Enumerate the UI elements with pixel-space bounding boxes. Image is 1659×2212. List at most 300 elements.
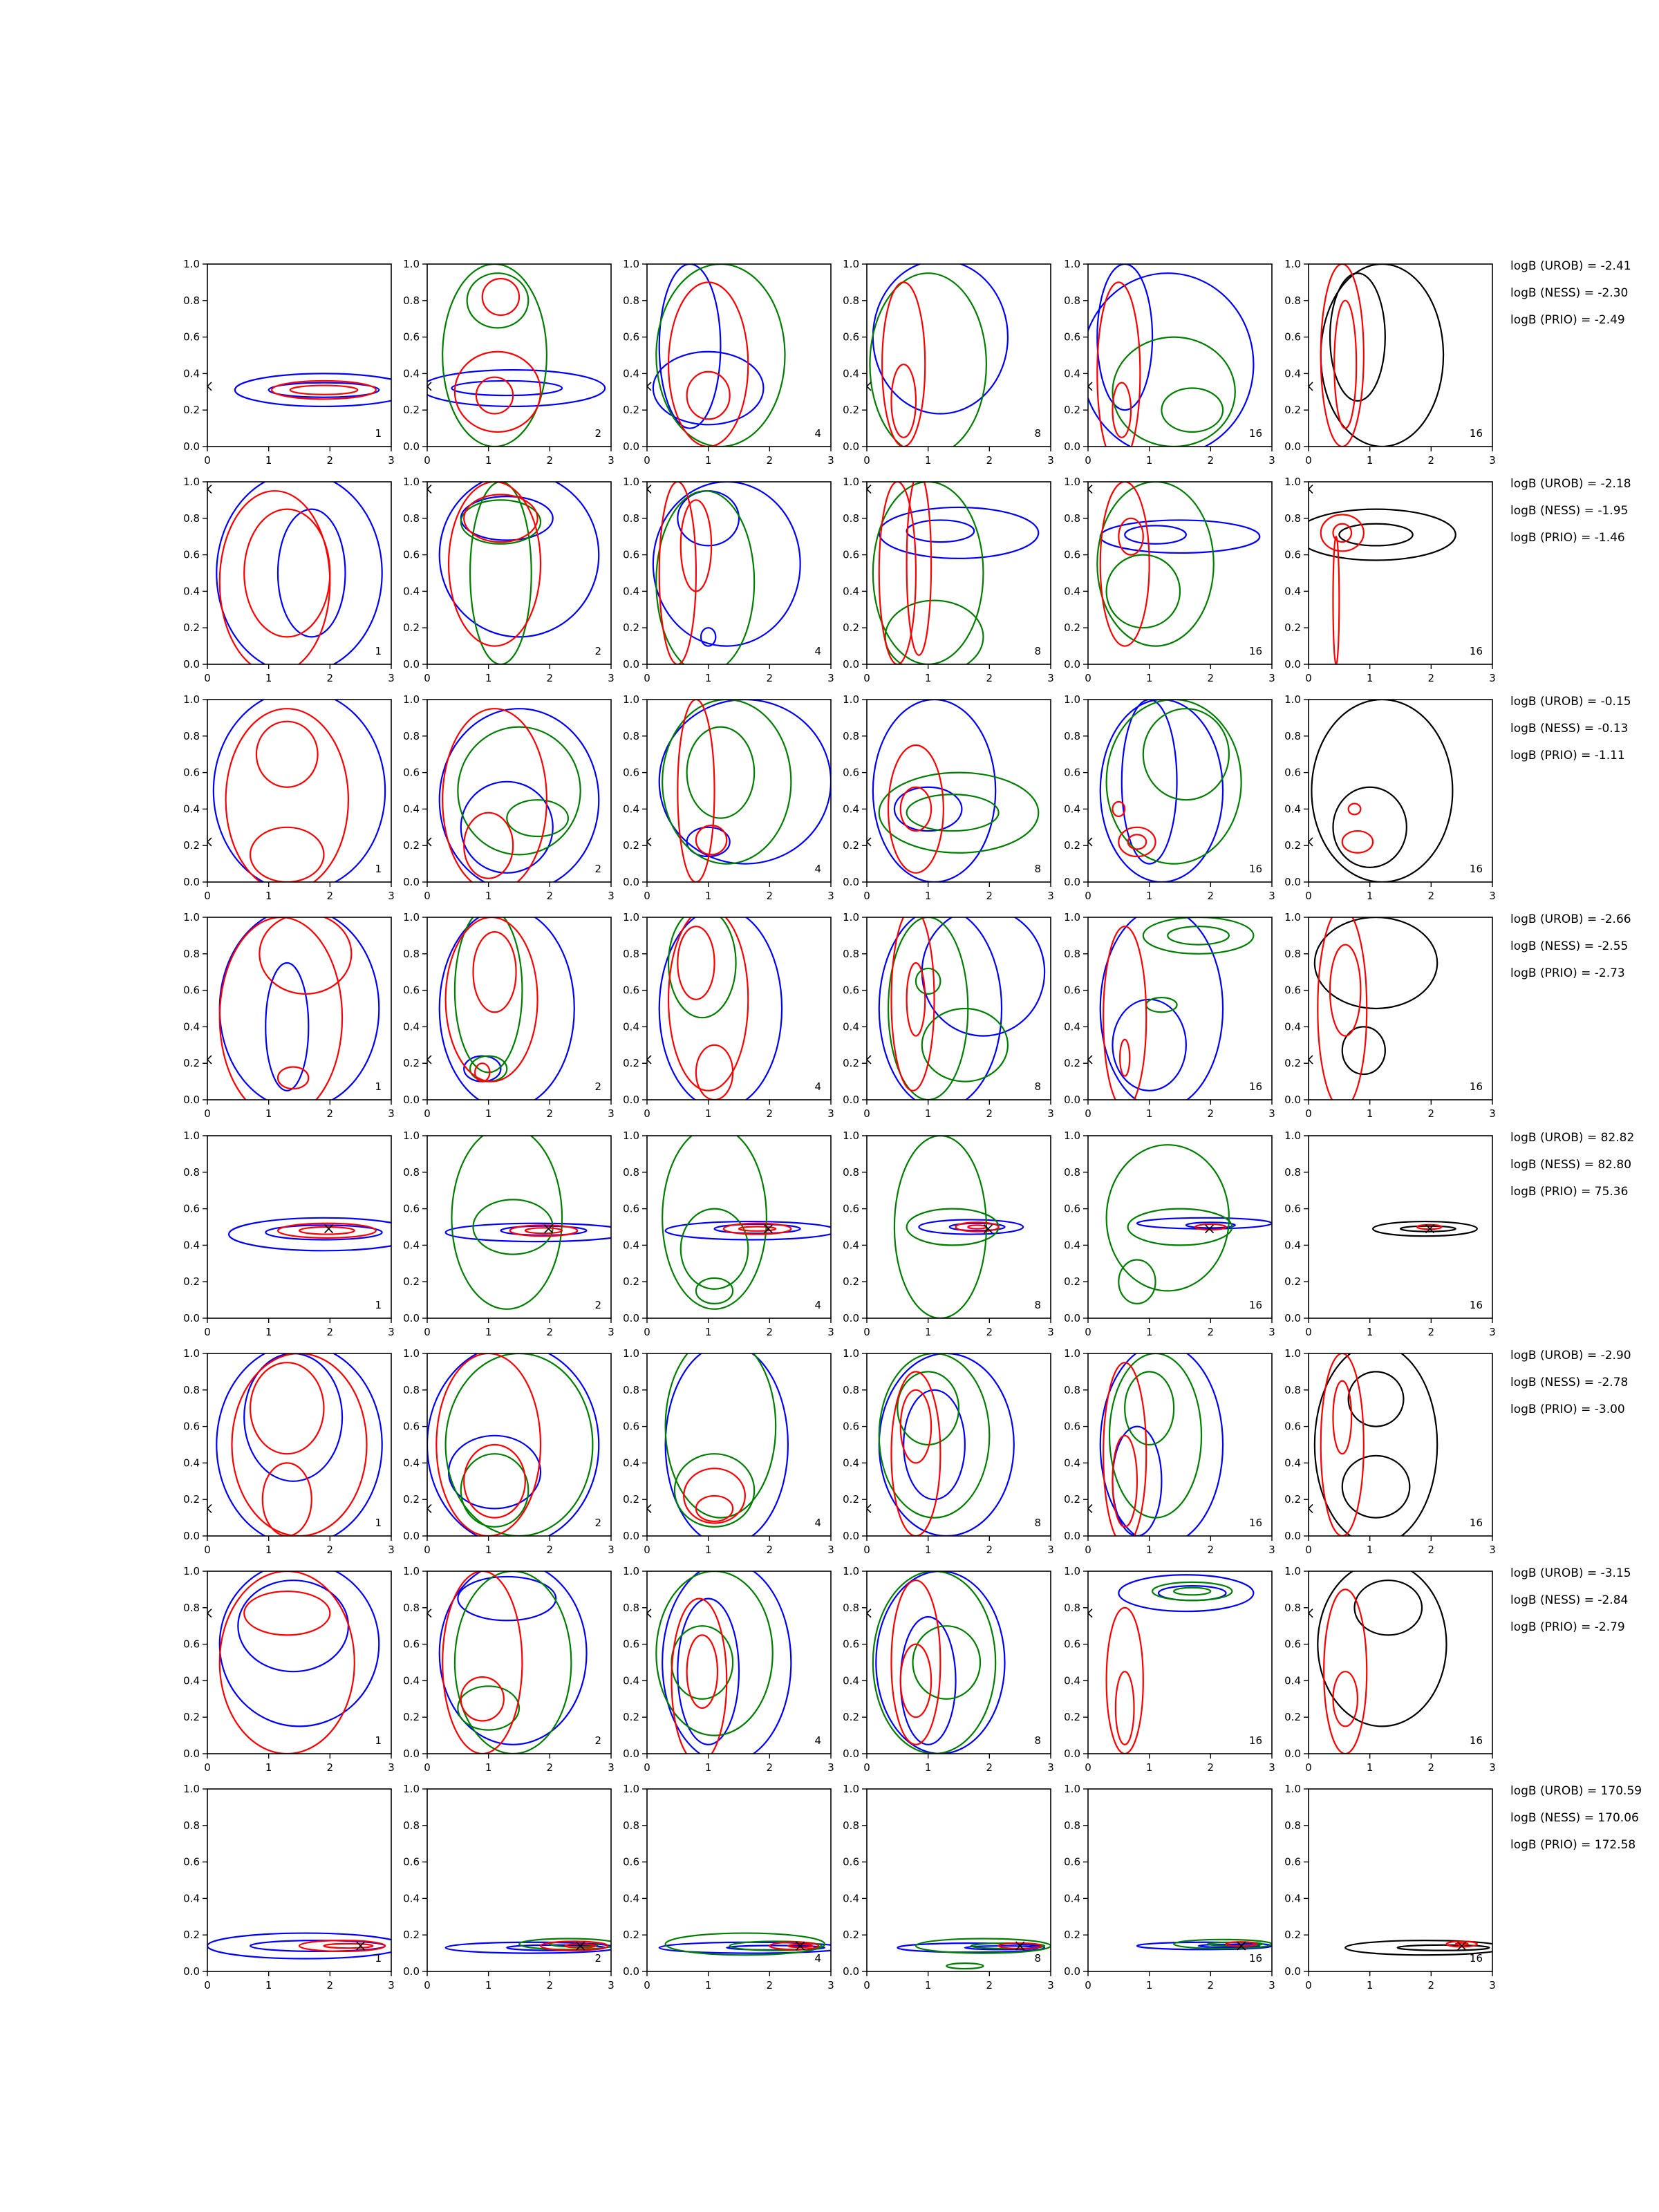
y-tick-label: 0.6 (1064, 766, 1080, 779)
x-tick-label: 0 (424, 672, 431, 684)
y-tick-label: 0.6 (403, 330, 420, 344)
y-tick-label: 1.0 (1064, 476, 1080, 488)
x-tick-label: 0 (1085, 1979, 1091, 1991)
y-tick-label: 0.6 (843, 766, 859, 779)
panel-number-label: 1 (375, 863, 382, 875)
y-tick-label: 0.2 (403, 1493, 420, 1506)
x-tick-label: 2 (1427, 1107, 1435, 1120)
subplot-panel (843, 473, 1054, 684)
y-tick-label: 0.4 (403, 367, 420, 380)
plot-area (427, 1353, 611, 1536)
plot-area (207, 917, 391, 1100)
x-tick-label: 0 (863, 672, 870, 684)
x-tick-label: 3 (1047, 454, 1054, 467)
y-tick-label: 0.6 (183, 1638, 200, 1651)
panel-number-label: 16 (1469, 1952, 1483, 1965)
y-tick-label: 0.4 (1064, 1239, 1080, 1252)
y-tick-label: 0.0 (843, 876, 859, 888)
y-tick-label: 0.4 (623, 1456, 639, 1470)
x-tick-label: 3 (1489, 1326, 1496, 1338)
x-tick-label: 1 (704, 890, 712, 902)
x-tick-label: 3 (608, 1761, 615, 1774)
y-tick-label: 0.4 (1284, 1674, 1301, 1687)
y-tick-label: 1.0 (843, 1130, 859, 1142)
y-tick-label: 0.2 (1284, 404, 1301, 417)
x-tick-label: 0 (863, 1326, 870, 1338)
y-tick-label: 0.6 (1064, 330, 1080, 344)
x-tick-label: 1 (1366, 1544, 1374, 1556)
y-tick-label: 0.8 (403, 1819, 420, 1832)
x-tick-label: 3 (608, 890, 615, 902)
y-tick-label: 1.0 (843, 693, 859, 706)
x-tick-label: 2 (1207, 890, 1215, 902)
subplot-panel (623, 693, 834, 902)
plot-area (1088, 1571, 1272, 1754)
y-tick-label: 0.8 (623, 1819, 639, 1832)
logb-annotation: logB (UROB) = -2.90 (1510, 1349, 1631, 1362)
logb-annotation: logB (PRIO) = 172.58 (1510, 1838, 1636, 1852)
plot-area (1309, 917, 1492, 1100)
y-tick-label: 0.4 (1064, 1456, 1080, 1470)
y-tick-label: 1.0 (403, 1783, 420, 1795)
y-tick-label: 0.0 (623, 876, 639, 888)
panel-number-label: 2 (594, 863, 601, 875)
y-tick-label: 0.2 (1064, 1057, 1080, 1070)
x-tick-label: 2 (546, 454, 554, 467)
y-tick-label: 0.2 (843, 404, 859, 417)
y-tick-label: 0.8 (1064, 1165, 1080, 1179)
y-tick-label: 0.8 (843, 729, 859, 742)
x-tick-label: 3 (827, 1326, 834, 1338)
y-tick-label: 0.2 (1284, 1711, 1301, 1724)
subplot-panel (1064, 908, 1275, 1120)
x-tick-label: 0 (1085, 672, 1091, 684)
logb-annotation: logB (NESS) = -1.95 (1510, 504, 1629, 518)
y-tick-label: 0.0 (183, 1530, 200, 1542)
subplot-panel (623, 1335, 834, 1556)
figure-row (183, 1127, 1634, 1338)
y-tick-label: 1.0 (623, 693, 639, 706)
x-tick-label: 3 (1489, 1544, 1496, 1556)
x-tick-label: 1 (924, 1761, 932, 1774)
y-tick-label: 1.0 (843, 1347, 859, 1360)
x-tick-label: 2 (1427, 1979, 1435, 1991)
x-tick-label: 0 (1305, 1761, 1312, 1774)
panel-number-label: 4 (814, 645, 821, 657)
x-tick-label: 1 (1366, 1107, 1374, 1120)
plot-area (1309, 482, 1492, 664)
y-tick-label: 1.0 (843, 1565, 859, 1577)
panel-number-label: 16 (1248, 1952, 1262, 1965)
x-tick-label: 2 (1207, 672, 1215, 684)
y-tick-label: 0.0 (183, 1747, 200, 1760)
x-tick-label: 2 (986, 890, 993, 902)
panel-number-label: 16 (1469, 427, 1483, 440)
x-tick-label: 2 (546, 1326, 554, 1338)
y-tick-label: 1.0 (403, 1130, 420, 1142)
y-tick-label: 1.0 (183, 258, 200, 270)
panel-number-label: 4 (814, 1517, 821, 1529)
plot-area (1309, 700, 1492, 882)
panel-number-label: 16 (1248, 1080, 1262, 1093)
y-tick-label: 0.8 (1064, 947, 1080, 960)
x-tick-label: 2 (546, 1979, 554, 1991)
y-tick-label: 0.0 (403, 1312, 420, 1324)
y-tick-label: 1.0 (1284, 1783, 1301, 1795)
subplot-panel (403, 1344, 615, 1556)
figure-row (183, 908, 1631, 1120)
x-tick-label: 3 (1489, 672, 1496, 684)
x-tick-label: 0 (424, 1107, 431, 1120)
y-tick-label: 0.6 (1284, 984, 1301, 997)
panel-number-label: 4 (814, 427, 821, 440)
y-tick-label: 1.0 (623, 1783, 639, 1795)
x-tick-label: 1 (265, 1326, 272, 1338)
x-tick-label: 2 (326, 1979, 334, 1991)
x-tick-label: 0 (424, 454, 431, 467)
y-tick-label: 0.0 (403, 1965, 420, 1978)
y-tick-label: 0.2 (403, 1711, 420, 1724)
y-tick-label: 1.0 (623, 1347, 639, 1360)
x-tick-label: 0 (644, 1979, 650, 1991)
x-tick-label: 2 (766, 1761, 774, 1774)
x-tick-label: 3 (1268, 454, 1275, 467)
y-tick-label: 0.4 (623, 367, 639, 380)
y-tick-label: 0.6 (1284, 1855, 1301, 1868)
x-tick-label: 3 (608, 1544, 615, 1556)
panel-number-label: 2 (594, 1734, 601, 1747)
y-tick-label: 0.2 (843, 1275, 859, 1288)
y-tick-label: 0.0 (843, 1530, 859, 1542)
y-tick-label: 0.4 (1064, 367, 1080, 380)
x-tick-label: 0 (424, 1326, 431, 1338)
x-tick-label: 1 (704, 672, 712, 684)
logb-annotation: logB (NESS) = -0.13 (1510, 722, 1629, 735)
x-tick-label: 1 (1366, 1326, 1374, 1338)
y-tick-label: 0.4 (1284, 1892, 1301, 1905)
y-tick-label: 0.0 (183, 876, 200, 888)
y-tick-label: 1.0 (403, 476, 420, 488)
x-tick-label: 0 (1085, 1107, 1091, 1120)
y-tick-label: 0.2 (403, 839, 420, 852)
panel-number-label: 4 (814, 863, 821, 875)
y-tick-label: 0.4 (183, 367, 200, 380)
y-tick-label: 0.0 (1064, 1965, 1080, 1978)
x-tick-label: 1 (1145, 1761, 1153, 1774)
x-tick-label: 0 (644, 1761, 650, 1774)
x-tick-label: 0 (644, 1326, 650, 1338)
y-tick-label: 0.4 (843, 585, 859, 598)
x-tick-label: 0 (1305, 890, 1312, 902)
y-tick-label: 0.0 (623, 1094, 639, 1106)
y-tick-label: 0.8 (623, 1383, 639, 1396)
y-tick-label: 0.6 (403, 1202, 420, 1215)
subplot-panel (403, 473, 615, 684)
y-tick-label: 0.0 (623, 658, 639, 671)
x-tick-label: 2 (986, 1326, 993, 1338)
x-tick-label: 2 (326, 1326, 334, 1338)
x-tick-label: 1 (265, 454, 272, 467)
x-tick-label: 3 (388, 1979, 395, 1991)
y-tick-label: 1.0 (1064, 911, 1080, 924)
y-tick-label: 1.0 (1064, 1347, 1080, 1360)
y-tick-label: 0.6 (183, 1202, 200, 1215)
y-tick-label: 0.4 (623, 1020, 639, 1033)
y-tick-label: 0.0 (1284, 1747, 1301, 1760)
plot-area (1309, 1136, 1492, 1318)
plot-area (867, 700, 1051, 882)
subplot-panel (183, 691, 395, 902)
y-tick-label: 1.0 (843, 476, 859, 488)
panel-number-label: 2 (594, 1517, 601, 1529)
y-tick-label: 0.2 (1064, 404, 1080, 417)
y-tick-label: 0.8 (1284, 1383, 1301, 1396)
logb-annotation: logB (NESS) = -2.78 (1510, 1376, 1629, 1389)
panel-number-label: 16 (1469, 1517, 1483, 1529)
x-tick-label: 0 (863, 454, 870, 467)
x-tick-label: 0 (204, 1326, 211, 1338)
y-tick-label: 0.6 (403, 1638, 420, 1651)
subplot-panel (623, 1783, 843, 1991)
x-tick-label: 1 (485, 1979, 492, 1991)
y-tick-label: 0.6 (623, 330, 639, 344)
x-tick-label: 0 (424, 1544, 431, 1556)
panel-number-label: 4 (814, 1734, 821, 1747)
x-tick-label: 3 (1268, 1326, 1275, 1338)
y-tick-label: 0.4 (183, 585, 200, 598)
y-tick-label: 0.4 (1284, 803, 1301, 816)
y-tick-label: 0.8 (623, 729, 639, 742)
panel-number-label: 16 (1469, 1080, 1483, 1093)
panel-number-label: 8 (1034, 1299, 1041, 1311)
y-tick-label: 1.0 (403, 1565, 420, 1577)
y-tick-label: 1.0 (183, 476, 200, 488)
subplot-panel (403, 693, 615, 902)
logb-annotation: logB (PRIO) = -2.49 (1510, 313, 1625, 327)
y-tick-label: 1.0 (1284, 693, 1301, 706)
subplot-panel (623, 1562, 834, 1774)
plot-area (867, 482, 1051, 664)
x-tick-label: 1 (924, 1326, 932, 1338)
figure-row (183, 691, 1631, 902)
panel-number-label: 16 (1248, 1517, 1262, 1529)
y-tick-label: 0.0 (1284, 658, 1301, 671)
y-tick-label: 0.6 (623, 1420, 639, 1433)
subplot-panel (403, 1783, 617, 1991)
y-tick-label: 0.8 (1064, 1819, 1080, 1832)
x-tick-label: 2 (986, 672, 993, 684)
x-tick-label: 3 (1047, 890, 1054, 902)
x-tick-label: 1 (704, 1761, 712, 1774)
y-tick-label: 0.6 (403, 1855, 420, 1868)
subplot-panel (403, 1127, 629, 1338)
y-tick-label: 0.0 (183, 1965, 200, 1978)
y-tick-label: 0.8 (403, 1383, 420, 1396)
y-tick-label: 0.0 (183, 440, 200, 453)
x-tick-label: 1 (924, 1544, 932, 1556)
y-tick-label: 0.8 (843, 947, 859, 960)
subplot-panel (1284, 1344, 1496, 1556)
x-tick-label: 2 (1427, 672, 1435, 684)
subplot-panel (1284, 1783, 1505, 1991)
y-tick-label: 0.8 (403, 294, 420, 307)
x-tick-label: 2 (766, 672, 774, 684)
y-tick-label: 0.2 (843, 621, 859, 635)
y-tick-label: 0.4 (623, 585, 639, 598)
y-tick-label: 0.2 (1064, 621, 1080, 635)
x-tick-label: 1 (485, 454, 492, 467)
x-tick-label: 3 (1489, 454, 1496, 467)
x-tick-label: 3 (1268, 1107, 1275, 1120)
logb-annotation: logB (PRIO) = -1.46 (1510, 531, 1625, 545)
y-tick-label: 0.6 (1064, 1638, 1080, 1651)
x-tick-label: 1 (1366, 454, 1374, 467)
y-tick-label: 0.2 (843, 1711, 859, 1724)
y-tick-label: 0.6 (1284, 330, 1301, 344)
subplot-panel (1284, 258, 1496, 467)
y-tick-label: 0.8 (403, 512, 420, 525)
y-tick-label: 1.0 (183, 1130, 200, 1142)
x-tick-label: 0 (644, 454, 650, 467)
y-tick-label: 1.0 (843, 911, 859, 924)
y-tick-label: 0.6 (403, 766, 420, 779)
y-tick-label: 0.0 (403, 1747, 420, 1760)
x-tick-label: 1 (704, 454, 712, 467)
y-tick-label: 1.0 (623, 476, 639, 488)
y-tick-label: 0.4 (403, 585, 420, 598)
x-tick-label: 2 (1207, 454, 1215, 467)
x-tick-label: 1 (485, 1326, 492, 1338)
y-tick-label: 0.2 (1284, 1493, 1301, 1506)
y-tick-label: 0.6 (403, 984, 420, 997)
y-tick-label: 0.6 (1284, 1638, 1301, 1651)
x-tick-label: 0 (424, 1979, 431, 1991)
y-tick-label: 1.0 (1064, 258, 1080, 270)
y-tick-label: 1.0 (1064, 1783, 1080, 1795)
x-tick-label: 2 (1427, 1544, 1435, 1556)
subplot-panel (623, 1127, 837, 1338)
x-tick-label: 1 (1145, 1326, 1153, 1338)
x-tick-label: 1 (1366, 672, 1374, 684)
y-tick-label: 0.4 (183, 1239, 200, 1252)
x-tick-label: 0 (204, 890, 211, 902)
subplot-panel (183, 1783, 404, 1991)
y-tick-label: 1.0 (183, 911, 200, 924)
y-tick-label: 0.8 (843, 294, 859, 307)
y-tick-label: 0.0 (843, 1312, 859, 1324)
x-tick-label: 3 (388, 454, 395, 467)
y-tick-label: 0.4 (843, 1892, 859, 1905)
y-tick-label: 1.0 (623, 1130, 639, 1142)
y-tick-label: 1.0 (1284, 1130, 1301, 1142)
panel-number-label: 8 (1034, 863, 1041, 875)
x-tick-label: 0 (644, 1107, 650, 1120)
y-tick-label: 0.6 (623, 1638, 639, 1651)
subplot-panel (843, 693, 1054, 902)
y-tick-label: 0.2 (1284, 1275, 1301, 1288)
plot-area (207, 700, 391, 882)
x-tick-label: 3 (388, 1326, 395, 1338)
logb-annotation: logB (UROB) = -2.41 (1510, 259, 1631, 273)
x-tick-label: 0 (1305, 672, 1312, 684)
y-tick-label: 0.2 (843, 1493, 859, 1506)
x-tick-label: 2 (326, 1761, 334, 1774)
logb-annotation: logB (UROB) = 82.82 (1510, 1131, 1635, 1145)
y-tick-label: 0.6 (403, 548, 420, 561)
y-tick-label: 0.8 (403, 1601, 420, 1614)
y-tick-label: 0.2 (1284, 1057, 1301, 1070)
logb-annotation: logB (NESS) = -2.55 (1510, 939, 1629, 953)
x-tick-label: 0 (424, 1761, 431, 1774)
x-tick-label: 3 (1489, 890, 1496, 902)
y-tick-label: 0.6 (1284, 548, 1301, 561)
subplot-panel (623, 258, 834, 467)
logb-annotation: logB (UROB) = -2.66 (1510, 912, 1631, 926)
x-tick-label: 3 (388, 890, 395, 902)
x-tick-label: 2 (1207, 1979, 1215, 1991)
x-tick-label: 1 (485, 672, 492, 684)
y-tick-label: 0.4 (183, 1020, 200, 1033)
y-tick-label: 0.6 (183, 1420, 200, 1433)
y-tick-label: 1.0 (1284, 1347, 1301, 1360)
subplot-panel (183, 1344, 395, 1556)
y-tick-label: 0.8 (403, 947, 420, 960)
y-tick-label: 0.2 (1284, 839, 1301, 852)
y-tick-label: 0.0 (1064, 1530, 1080, 1542)
subplot-panel (1064, 476, 1275, 684)
x-tick-label: 1 (924, 890, 932, 902)
y-tick-label: 0.4 (403, 803, 420, 816)
subplot-panel (843, 1347, 1054, 1556)
y-tick-label: 0.4 (1064, 1892, 1080, 1905)
y-tick-label: 0.4 (403, 1020, 420, 1033)
y-tick-label: 0.6 (1064, 1855, 1080, 1868)
x-tick-label: 3 (608, 672, 615, 684)
y-tick-label: 0.4 (843, 1239, 859, 1252)
y-tick-label: 0.4 (843, 1456, 859, 1470)
panel-number-label: 8 (1034, 1952, 1041, 1965)
y-tick-label: 0.8 (183, 1819, 200, 1832)
y-tick-label: 0.4 (1064, 1020, 1080, 1033)
y-tick-label: 0.8 (1284, 512, 1301, 525)
y-tick-label: 0.2 (403, 1057, 420, 1070)
y-tick-label: 0.4 (1064, 803, 1080, 816)
subplot-panel (1284, 908, 1496, 1120)
figure-row (183, 1335, 1631, 1556)
y-tick-label: 0.2 (1284, 621, 1301, 635)
x-tick-label: 3 (388, 1761, 395, 1774)
y-tick-label: 0.0 (843, 1965, 859, 1978)
x-tick-label: 0 (1085, 1761, 1091, 1774)
y-tick-label: 0.2 (403, 404, 420, 417)
x-tick-label: 0 (1085, 1326, 1091, 1338)
x-tick-label: 1 (924, 1107, 932, 1120)
x-tick-label: 3 (827, 1544, 834, 1556)
y-tick-label: 0.0 (623, 1312, 639, 1324)
y-tick-label: 0.0 (403, 876, 420, 888)
x-tick-label: 3 (1489, 1761, 1496, 1774)
y-tick-label: 0.0 (1064, 1747, 1080, 1760)
x-tick-label: 1 (704, 1326, 712, 1338)
subplot-panel (1064, 693, 1275, 902)
x-tick-label: 2 (986, 1544, 993, 1556)
y-tick-label: 0.6 (623, 1202, 639, 1215)
x-tick-label: 1 (1366, 1761, 1374, 1774)
y-tick-label: 0.0 (183, 1094, 200, 1106)
y-tick-label: 0.2 (183, 1493, 200, 1506)
x-tick-label: 2 (326, 1544, 334, 1556)
y-tick-label: 1.0 (183, 693, 200, 706)
